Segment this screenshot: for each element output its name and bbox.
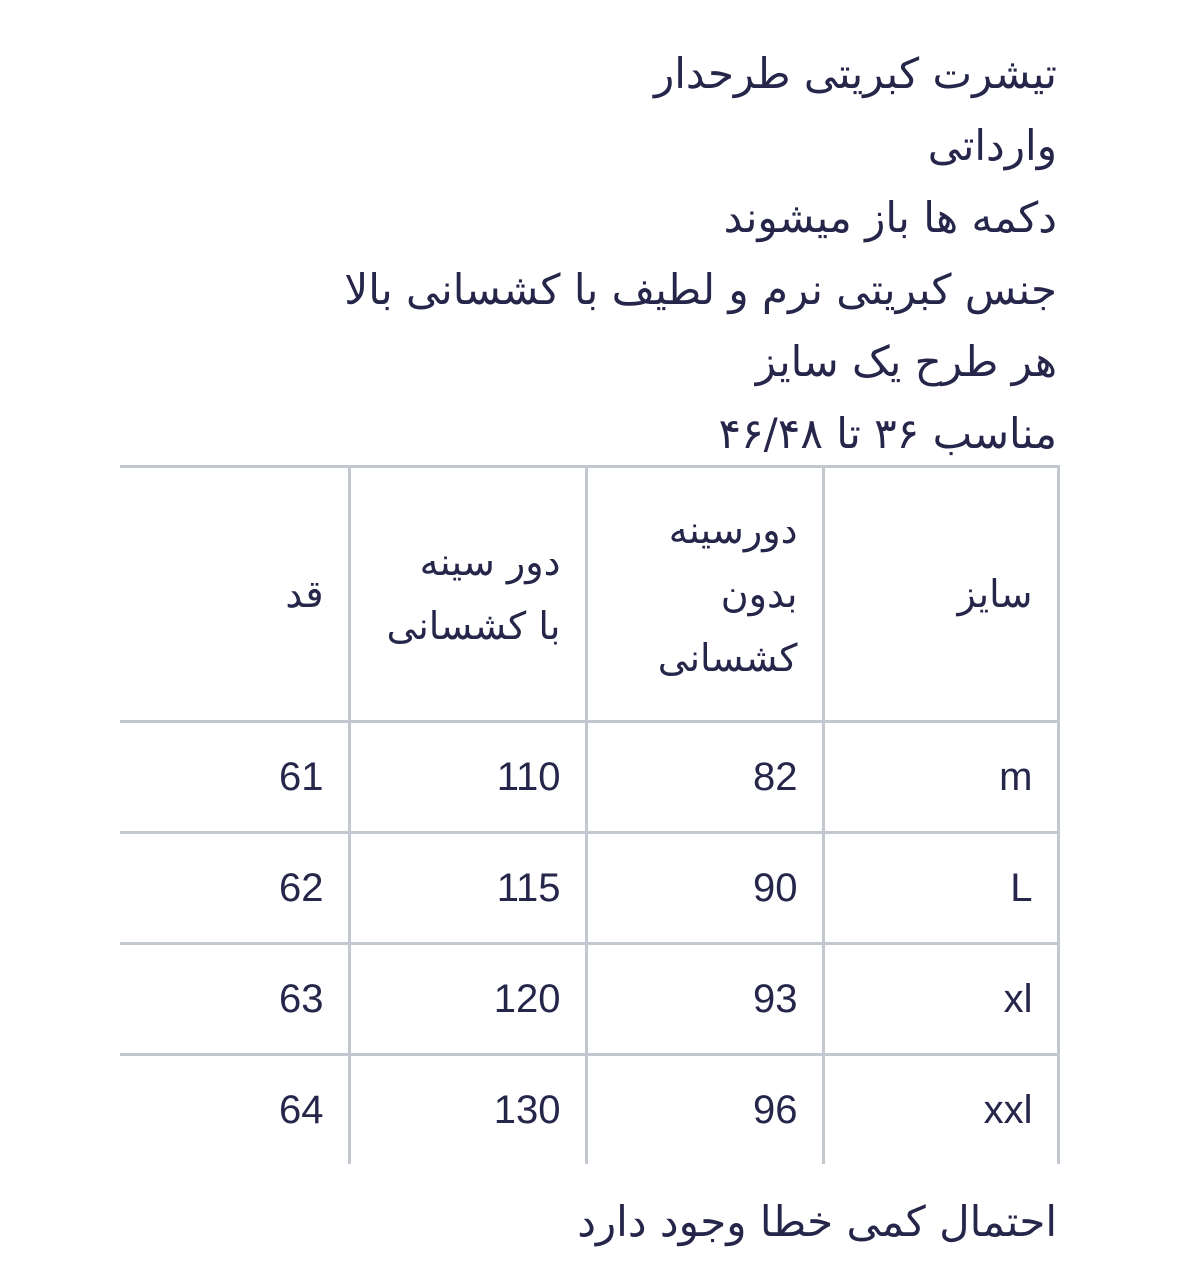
cell-chest-with-stretch: 130 <box>349 1055 586 1165</box>
header-chest-with-stretch-line: با کشسانی <box>386 604 561 648</box>
header-height: قد <box>120 467 349 722</box>
cell-height: 62 <box>120 833 349 944</box>
cell-height: 64 <box>120 1055 349 1165</box>
cell-height: 61 <box>120 722 349 833</box>
header-chest-no-stretch-line: دورسینه <box>668 508 798 552</box>
header-chest-with-stretch <box>349 467 586 722</box>
cell-size: xl <box>823 944 1058 1055</box>
table-row <box>120 722 1058 833</box>
description-line-origin: وارداتی <box>927 121 1057 170</box>
error-disclaimer: احتمال کمی خطا وجود دارد <box>577 1197 1057 1246</box>
table-header-row <box>120 467 1058 722</box>
table-row <box>120 833 1058 944</box>
description-line-material: جنس کبریتی نرم و لطیف با کشسانی بالا <box>344 265 1057 314</box>
table-row <box>120 1055 1058 1165</box>
product-title: تیشرت کبریتی طرحدار <box>653 49 1057 98</box>
cell-size: L <box>823 833 1058 944</box>
header-chest-no-stretch-line: کشسانی <box>657 636 798 680</box>
cell-chest-with-stretch: 115 <box>349 833 586 944</box>
cell-chest-with-stretch: 120 <box>349 944 586 1055</box>
table-row <box>120 944 1058 1055</box>
header-chest-no-stretch <box>586 467 823 722</box>
header-chest-with-stretch-line: دور سینه <box>419 540 561 584</box>
cell-height: 63 <box>120 944 349 1055</box>
cell-size: xxl <box>823 1055 1058 1165</box>
description-line-size: هر طرح یک سایز <box>755 337 1057 386</box>
header-size: سایز <box>823 467 1058 722</box>
cell-size: m <box>823 722 1058 833</box>
product-description <box>117 38 1057 470</box>
cell-chest-no-stretch: 90 <box>586 833 823 944</box>
cell-chest-no-stretch: 96 <box>586 1055 823 1165</box>
cell-chest-no-stretch: 82 <box>586 722 823 833</box>
size-table <box>120 465 1060 1164</box>
description-line-fit: مناسب ۳۶ تا ۴۶/۴۸ <box>718 409 1057 458</box>
header-chest-no-stretch-line: بدون <box>720 572 798 616</box>
cell-chest-no-stretch: 93 <box>586 944 823 1055</box>
cell-chest-with-stretch: 110 <box>349 722 586 833</box>
description-line-buttons: دکمه ها باز میشوند <box>723 193 1057 242</box>
